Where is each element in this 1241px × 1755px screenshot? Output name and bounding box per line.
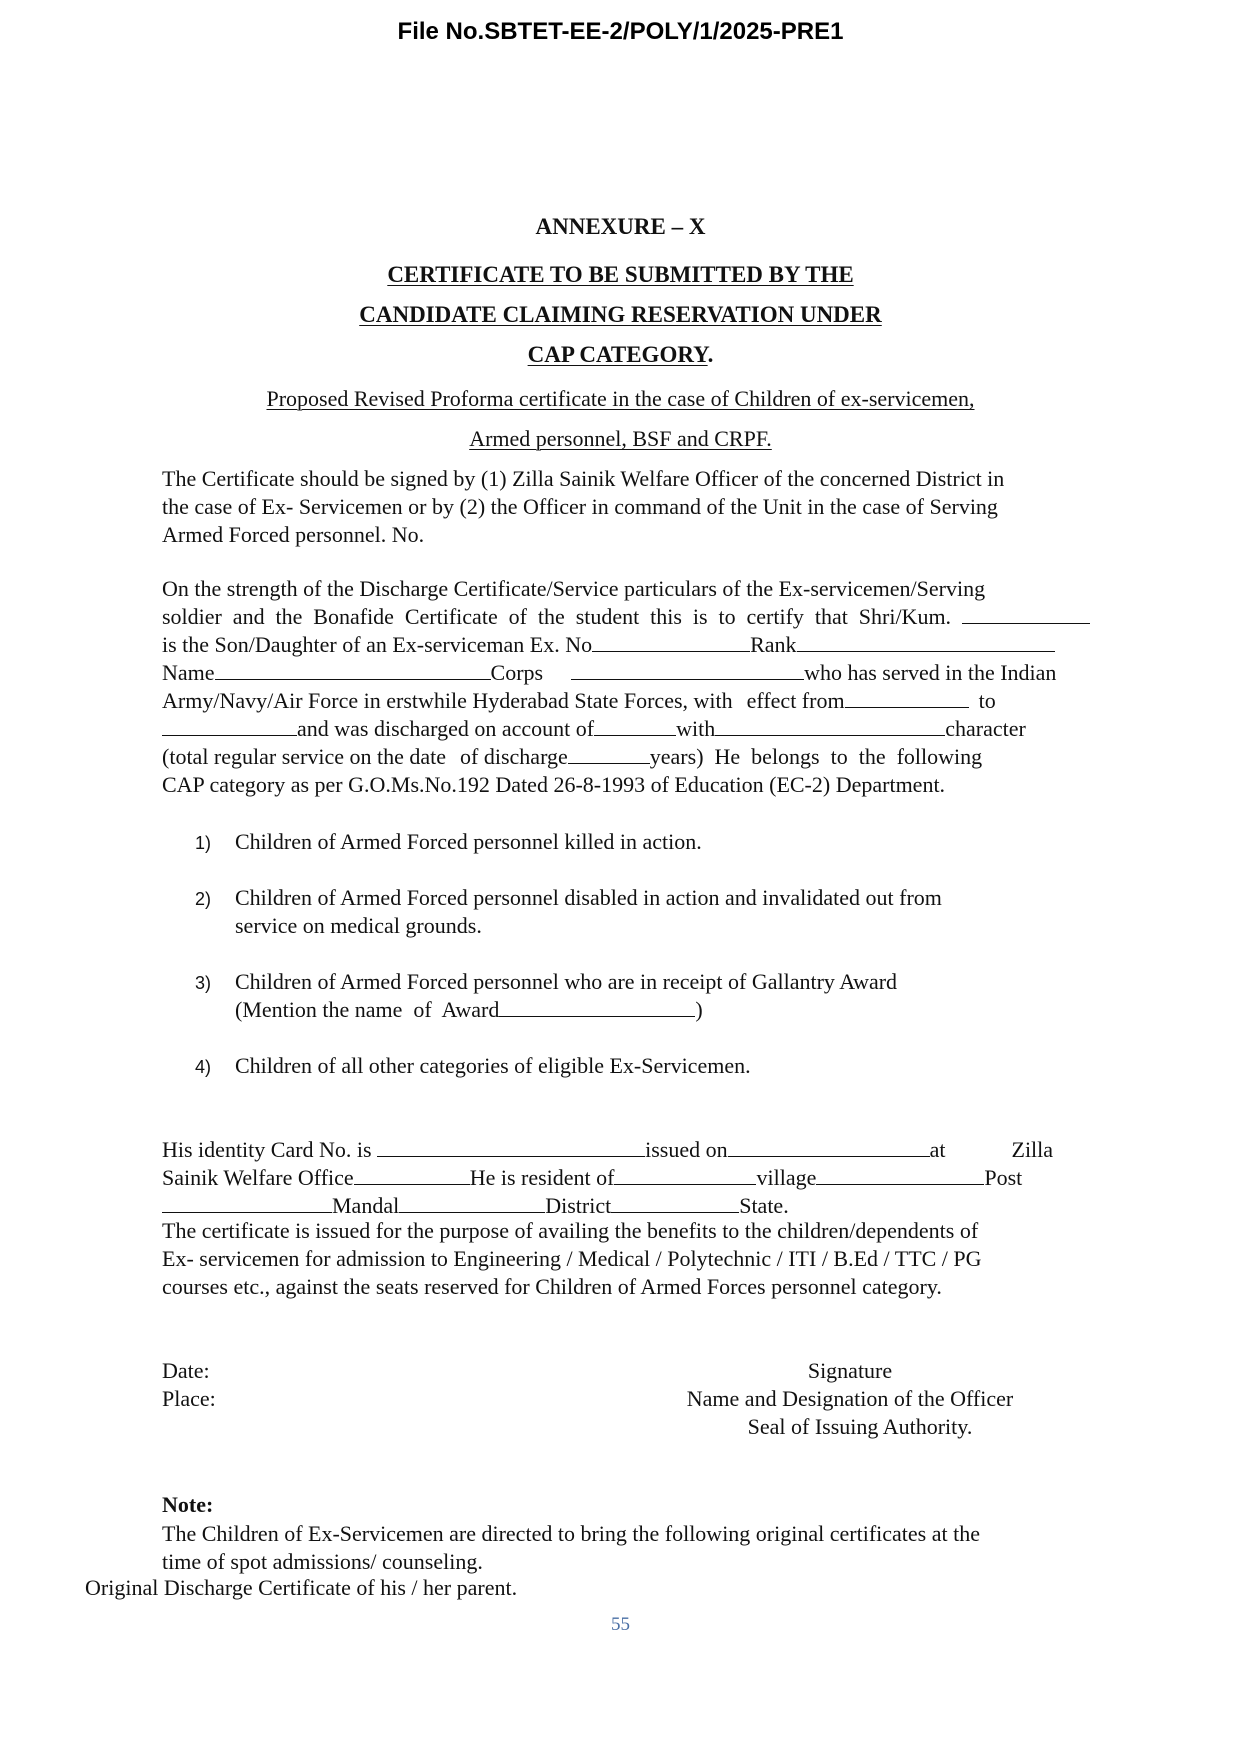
page-number: 55: [611, 1614, 630, 1635]
paragraph-line: Armed Forced personnel. No.: [162, 522, 425, 547]
list-text: Children of Armed Forced personnel killed in action.: [235, 829, 702, 854]
name-blank[interactable]: [215, 659, 491, 680]
paragraph-line: Ex- servicemen for admission to Engineering / Medical / Polytechnic / ITI / B.Ed / TTC / PG: [162, 1246, 982, 1271]
subtitle-line-1-text: Proposed Revised Proforma certificate in the case of Children of ex-servicemen,: [266, 386, 975, 411]
paragraph-line: [162, 603, 1090, 631]
paragraph-line: [162, 1136, 1090, 1164]
title-line-2-text: CANDIDATE CLAIMING RESERVATION UNDER: [359, 302, 882, 327]
corps-blank[interactable]: [571, 659, 804, 680]
shri-kum-label: soldier and the Bonafide Certificate of the student this is to certify that Shri/Kum.: [162, 604, 952, 629]
served-label: who has served in the Indian: [804, 660, 1057, 685]
character-blank[interactable]: [715, 715, 945, 736]
zilla-label: Zilla: [1011, 1137, 1054, 1162]
officer-designation-label: Name and Designation of the Officer: [686, 1386, 1014, 1411]
village-blank[interactable]: [816, 1164, 984, 1185]
to-label: to: [978, 688, 996, 713]
subtitle-line-2: [0, 426, 1241, 452]
identity-card-label: His identity Card No. is: [162, 1137, 372, 1162]
date-label: Date:: [162, 1358, 210, 1383]
identity-card-blank[interactable]: [377, 1136, 645, 1157]
post-label: Post: [984, 1165, 1023, 1190]
at-label: at: [929, 1137, 946, 1162]
paragraph-line: [162, 1164, 1090, 1192]
certificate-title-line-2: [0, 302, 1241, 328]
paragraph-line: On the strength of the Discharge Certificate/Service particulars of the Ex-servicemen/Serving: [162, 576, 986, 601]
paragraph-line: [162, 659, 1090, 687]
paragraph-line: [162, 1192, 1090, 1217]
state-label: State.: [739, 1193, 789, 1218]
post-blank[interactable]: [162, 1192, 332, 1213]
ex-no-label: is the Son/Daughter of an Ex-serviceman Ex. No: [162, 632, 593, 657]
title-line-3-text: CAP CATEGORY: [527, 342, 708, 367]
note-heading: Note:: [162, 1492, 214, 1517]
seal-label: Seal of Issuing Authority.: [747, 1414, 973, 1439]
award-label: (Mention the name of Award: [235, 997, 500, 1022]
date-place-block: [162, 1357, 216, 1413]
title-line-1-text: CERTIFICATE TO BE SUBMITTED BY THE: [387, 262, 854, 287]
signature-block: [640, 1357, 1060, 1441]
student-name-blank[interactable]: [962, 603, 1090, 624]
welfare-office-blank[interactable]: [354, 1164, 470, 1185]
list-text: Children of all other categories of eligible Ex-Servicemen.: [235, 1053, 751, 1078]
paragraph-line: [162, 631, 1090, 659]
paragraph-line: the case of Ex- Servicemen or by (2) the Officer in command of the Unit in the case of Serving: [162, 494, 998, 519]
to-date-blank[interactable]: [162, 715, 297, 736]
paragraph-line: The certificate is issued for the purpose of availing the benefits to the children/dependents of: [162, 1218, 979, 1243]
annexure-heading: ANNEXURE – X: [535, 214, 706, 239]
discharge-reason-blank[interactable]: [594, 715, 676, 736]
issued-on-label: issued on: [645, 1137, 728, 1162]
list-item: [195, 968, 1075, 1024]
district-label: District: [545, 1193, 612, 1218]
list-number: 1): [195, 833, 212, 853]
rank-label: Rank: [750, 632, 797, 657]
certificate-title-line-1: [0, 262, 1241, 288]
signing-instructions-paragraph: [162, 465, 1090, 549]
issued-on-blank[interactable]: [728, 1136, 930, 1157]
mandal-blank[interactable]: [399, 1192, 545, 1213]
character-label: character: [945, 716, 1026, 741]
award-close-paren: ): [695, 997, 703, 1022]
list-number: 2): [195, 889, 212, 909]
list-text-continued: service on medical grounds.: [235, 913, 482, 938]
effect-from-label: effect from: [746, 688, 845, 713]
place-label: Place:: [162, 1386, 216, 1411]
resident-blank[interactable]: [614, 1164, 756, 1185]
paragraph-line: courses etc., against the seats reserved for Children of Armed Forces personnel category.: [162, 1274, 942, 1299]
village-label: village: [756, 1165, 817, 1190]
name-label: Name: [162, 660, 215, 685]
note-paragraph: [162, 1520, 1090, 1576]
list-text: Children of Armed Forced personnel disabled in action and invalidated out from: [235, 885, 942, 910]
list-number: 3): [195, 973, 212, 993]
total-service-label: (total regular service on the date: [162, 744, 447, 769]
award-name-blank[interactable]: [499, 996, 695, 1017]
identity-paragraph: [162, 1136, 1090, 1301]
years-blank[interactable]: [568, 743, 650, 764]
original-discharge-note: Original Discharge Certificate of his / her parent.: [85, 1575, 518, 1600]
district-blank[interactable]: [611, 1192, 739, 1213]
corps-label: Corps: [490, 660, 544, 685]
paragraph-line: The Children of Ex-Servicemen are directed to bring the following original certificates at the: [162, 1521, 980, 1546]
forces-label: Army/Navy/Air Force in erstwhile Hyderabad State Forces, with: [162, 688, 733, 713]
discharged-label: and was discharged on account of: [297, 716, 595, 741]
mandal-label: Mandal: [332, 1193, 400, 1218]
signature-label: Signature: [807, 1358, 893, 1383]
list-item: [195, 828, 1075, 856]
paragraph-line: The Certificate should be signed by (1) Zilla Sainik Welfare Officer of the concerned District in: [162, 466, 1005, 491]
paragraph-line: CAP category as per G.O.Ms.No.192 Dated 26-8-1993 of Education (EC-2) Department.: [162, 772, 946, 797]
subtitle-line-1: [0, 386, 1241, 412]
paragraph-line: [162, 743, 1090, 771]
effect-from-blank[interactable]: [845, 687, 969, 708]
subtitle-line-2-text: Armed personnel, BSF and CRPF.: [469, 426, 772, 451]
list-item: [195, 1052, 1075, 1080]
resident-label: He is resident of: [469, 1165, 615, 1190]
welfare-office-label: Sainik Welfare Office: [162, 1165, 354, 1190]
ex-no-blank[interactable]: [592, 631, 750, 652]
of-discharge-label: of discharge: [460, 744, 568, 769]
paragraph-line: [162, 687, 1090, 715]
certificate-title-line-3: [0, 342, 1241, 368]
belongs-label: years) He belongs to the following: [649, 744, 983, 769]
paragraph-line: [162, 715, 1090, 743]
title-line-3-period: .: [707, 342, 714, 367]
list-number: 4): [195, 1057, 212, 1077]
paragraph-line: time of spot admissions/ counseling.: [162, 1549, 483, 1574]
rank-blank[interactable]: [797, 631, 1055, 652]
list-item: [195, 884, 1075, 940]
list-text: Children of Armed Forced personnel who are in receipt of Gallantry Award: [235, 969, 898, 994]
certification-paragraph: [162, 575, 1090, 799]
with-label: with: [676, 716, 716, 741]
file-number-header: File No.SBTET-EE-2/POLY/1/2025-PRE1: [397, 18, 844, 45]
